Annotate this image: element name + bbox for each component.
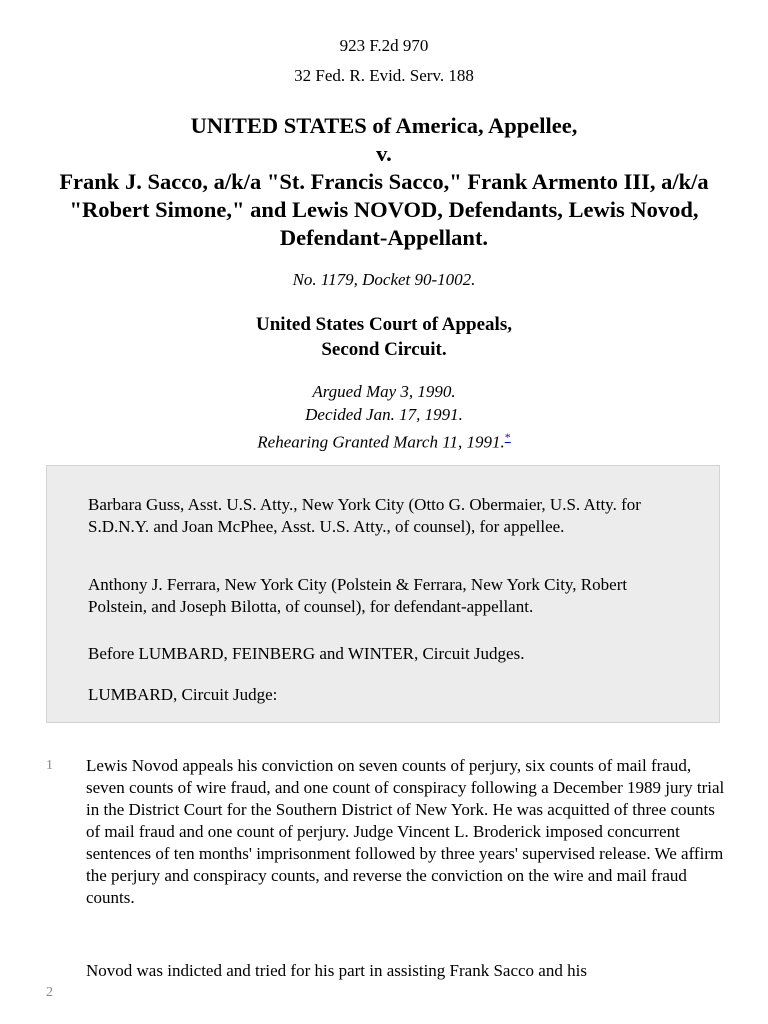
counsel-appellee: Barbara Guss, Asst. U.S. Atty., New York City (Otto G. Obermaier, U.S. Atty. for S.D.N.Y. and Joan McPhee, Asst. U.S. Atty., of counsel), for appellee. bbox=[88, 495, 641, 536]
case-dates bbox=[0, 380, 768, 454]
decided-date: Decided Jan. 17, 1991. bbox=[305, 405, 463, 424]
docket-number: No. 1179, Docket 90-1002. bbox=[292, 270, 476, 289]
court-name-line-2: Second Circuit. bbox=[321, 339, 447, 360]
panel-judges: Before LUMBARD, FEINBERG and WINTER, Circuit Judges. bbox=[88, 644, 525, 663]
citation-evidence-service: 32 Fed. R. Evid. Serv. 188 bbox=[294, 66, 474, 85]
opinion-paragraph: Novod was indicted and tried for his part in assisting Frank Sacco and his bbox=[86, 961, 587, 980]
opinion-author: LUMBARD, Circuit Judge: bbox=[88, 685, 278, 704]
caption-versus: v. bbox=[376, 141, 392, 166]
opinion-paragraph: Lewis Novod appeals his conviction on seven counts of perjury, six counts of mail fraud, seven counts of wire fraud, and one count of conspiracy following a December 1989 jury trial in the District Court for the Southern District of New York. He was acquitted of three counts of mail fraud and one count of perjury. Judge Vincent L. Broderick imposed concurrent sentences of ten months' imprisonment followed by three years' supervised release. We affirm the perjury and conspiracy counts, and reverse the conviction on the wire and mail fraud counts. bbox=[86, 756, 725, 907]
paragraph-number: 1 bbox=[46, 758, 53, 773]
counsel-box bbox=[46, 465, 720, 723]
case-caption bbox=[40, 112, 728, 252]
counsel-appellant: Anthony J. Ferrara, New York City (Polstein & Ferrara, New York City, Robert Polstein, and Joseph Bilotta, of counsel), for defendant-appellant. bbox=[88, 575, 628, 616]
citation-reporter: 923 F.2d 970 bbox=[339, 36, 429, 55]
court-name bbox=[0, 312, 768, 362]
caption-defendants: Frank J. Sacco, a/k/a "St. Francis Sacco," Frank Armento III, a/k/a "Robert Simone," and Lewis NOVOD, Defendants, Lewis Novod, Defendant-Appellant. bbox=[59, 169, 709, 250]
argued-date: Argued May 3, 1990. bbox=[312, 382, 456, 401]
footnote-link[interactable]: * bbox=[504, 430, 511, 444]
paragraph-number: 2 bbox=[46, 985, 53, 1000]
rehearing-date bbox=[0, 426, 768, 454]
court-name-line-1: United States Court of Appeals, bbox=[256, 314, 512, 335]
caption-appellee: UNITED STATES of America, Appellee, bbox=[190, 113, 578, 138]
rehearing-date-text: Rehearing Granted March 11, 1991. bbox=[257, 432, 505, 452]
